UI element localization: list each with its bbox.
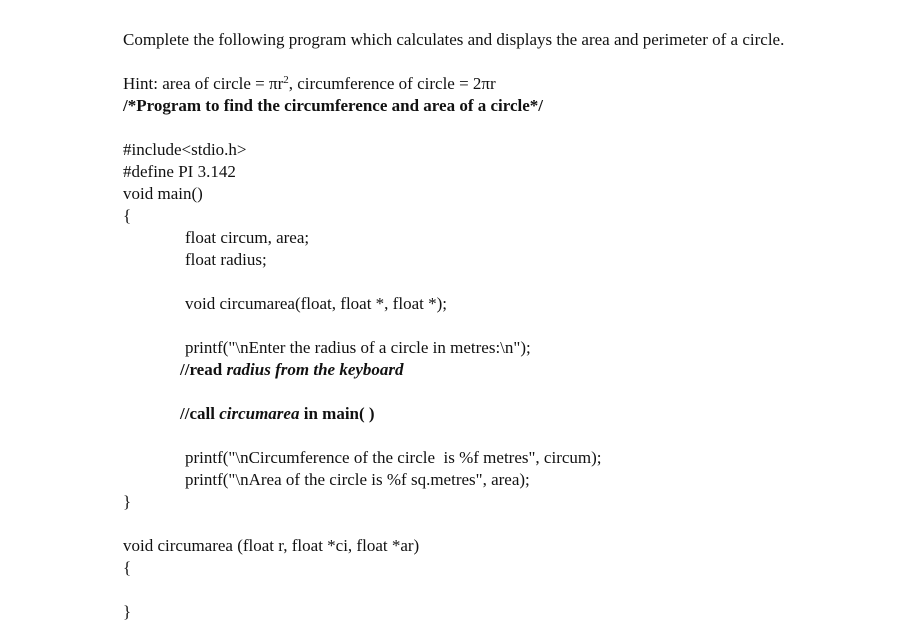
code-main-signature: void main() (123, 184, 203, 203)
hint-suffix: , circumference of circle = 2πr (288, 74, 496, 93)
hint-superscript: 2 (283, 74, 289, 86)
comment-call-italic: circumarea (219, 404, 300, 423)
code-func-open-brace: { (123, 558, 132, 577)
code-comment-read (180, 359, 404, 381)
code-func-close-brace: } (123, 602, 132, 621)
code-prototype: void circumarea(float, float *, float *); (185, 294, 447, 313)
code-printf-circum: printf("\nCircumference of the circle is %f metres", circum); (185, 448, 602, 467)
code-printf-enter: printf("\nEnter the radius of a circle in metres:\n"); (185, 338, 531, 357)
program-comment: /*Program to find the circumference and area of a circle*/ (123, 96, 544, 115)
comment-read-italic: radius from the keyboard (226, 360, 404, 379)
code-decl-radius: float radius; (185, 250, 267, 269)
hint-line (123, 73, 496, 95)
code-close-brace: } (123, 492, 132, 511)
code-define: #define PI 3.142 (123, 162, 236, 181)
question-intro: Complete the following program which calculates and displays the area and perimeter of a circle. (123, 30, 785, 49)
hint-prefix: Hint: area of circle = πr (123, 74, 284, 93)
code-printf-area: printf("\nArea of the circle is %f sq.metres", area); (185, 470, 530, 489)
code-include: #include<stdio.h> (123, 140, 247, 159)
comment-call-suffix: in main( ) (299, 404, 375, 423)
comment-read-prefix: //read (180, 360, 227, 379)
code-decl-circum: float circum, area; (185, 228, 310, 247)
code-func-signature: void circumarea (float r, float *ci, float *ar) (123, 536, 420, 555)
code-open-brace: { (123, 206, 132, 225)
comment-call-prefix: //call (180, 404, 220, 423)
code-comment-call (180, 403, 375, 425)
